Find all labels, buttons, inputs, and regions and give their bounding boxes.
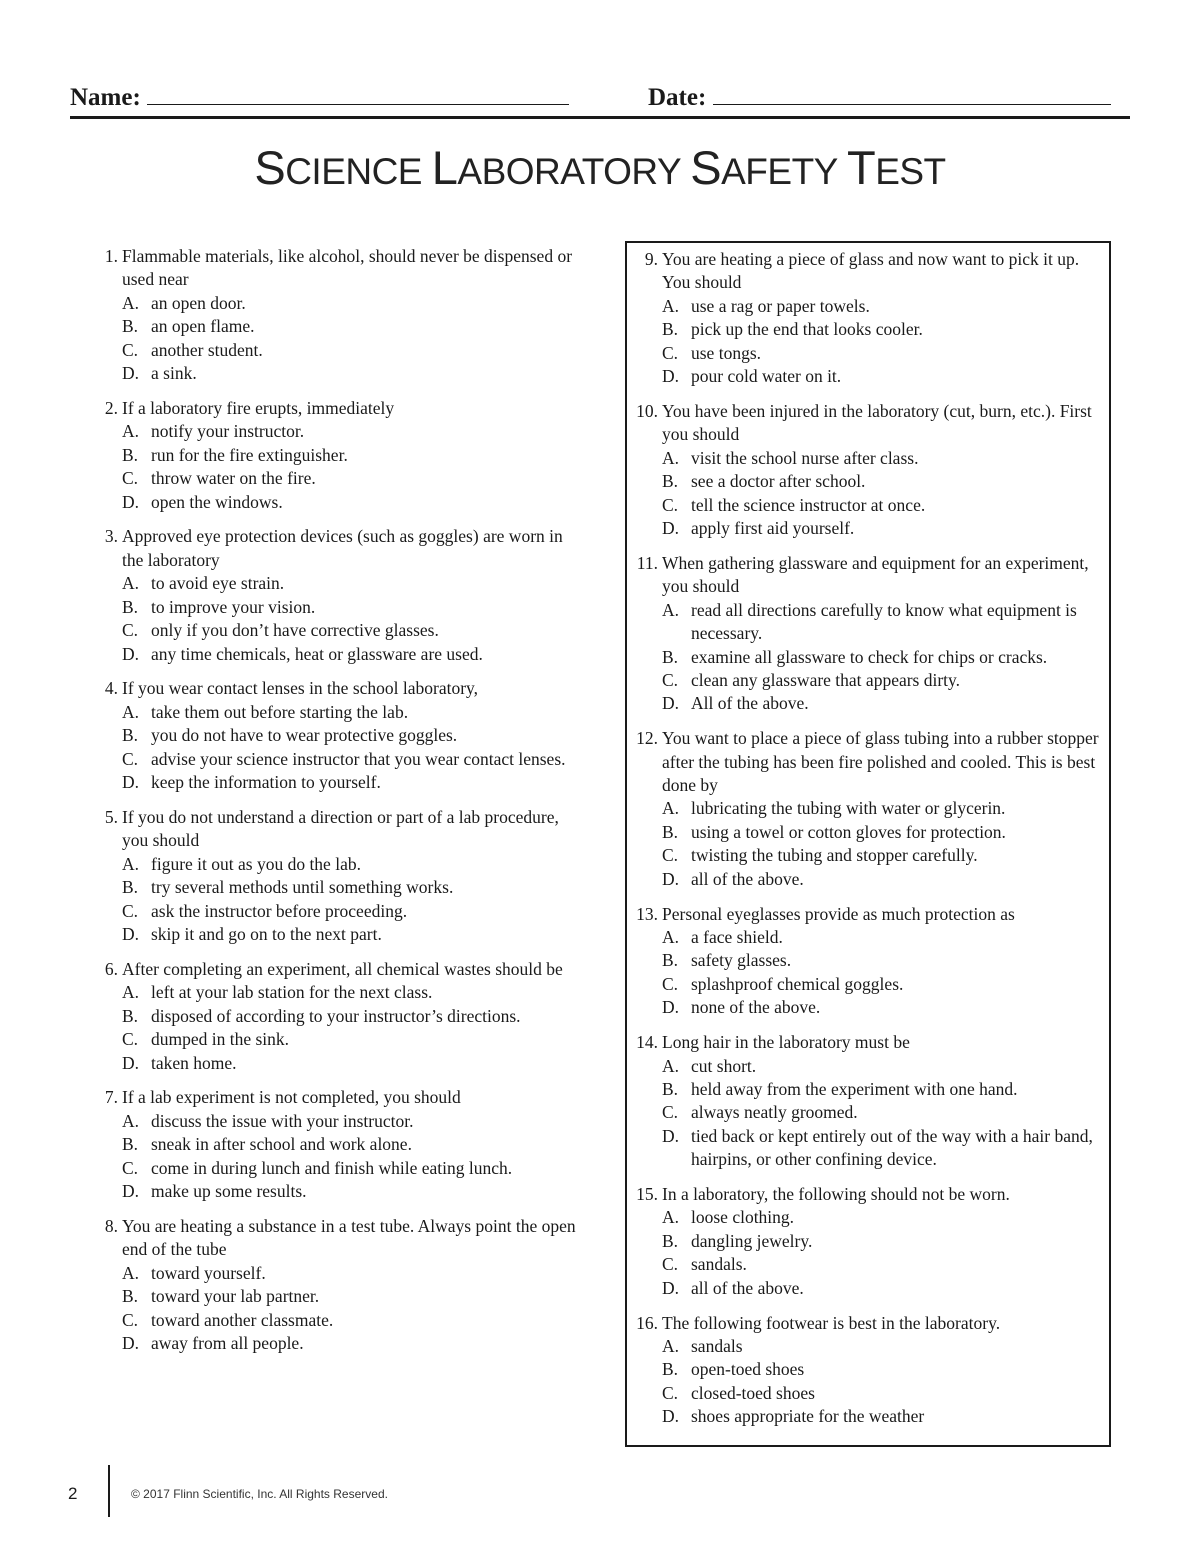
option-letter: B. [662,1230,679,1251]
page-number: 2 [68,1484,78,1503]
answer-option[interactable] [122,1180,585,1203]
question-number: 2. [104,397,118,418]
option-letter: C. [662,1382,679,1403]
option-letter: D. [122,491,140,512]
answer-option[interactable] [122,1262,585,1285]
option-text: notify your instructor. [151,421,305,442]
option-letter: D. [662,517,680,538]
option-letter: A. [122,421,140,442]
answer-option[interactable] [662,1206,1109,1229]
option-letter: C. [662,669,679,690]
question-item [627,1031,1109,1171]
question-stem: Flammable materials, like alcohol, should never be dispensed or used near [122,246,573,290]
option-text: visit the school nurse after class. [691,447,919,468]
answer-option[interactable] [122,491,585,514]
option-letter: A. [122,982,140,1003]
option-text: closed-toed shoes [691,1382,815,1403]
answer-option[interactable] [122,900,585,923]
option-text: a face shield. [691,926,783,947]
option-letter: C. [122,748,139,769]
option-text: a sink. [151,363,197,384]
option-text: all of the above. [691,1277,804,1298]
title-part: ABORATORY [457,151,691,192]
answer-option[interactable] [662,996,1109,1019]
answer-option[interactable] [122,876,585,899]
question-item [627,1312,1109,1429]
answer-option[interactable] [662,669,1109,692]
option-text: sandals [691,1335,743,1356]
option-text: any time chemicals, heat or glassware are used. [151,643,483,664]
name-blank-line[interactable] [147,82,569,105]
question-item [627,903,1109,1020]
question-stem: Personal eyeglasses provide as much protection as [662,903,1015,924]
option-text: apply first aid yourself. [691,517,855,538]
question-item [627,400,1109,540]
date-blank-line[interactable] [713,82,1111,105]
option-text: pour cold water on it. [691,366,842,387]
option-text: disposed of according to your instructor’s directions. [151,1005,521,1026]
answer-option[interactable] [662,949,1109,972]
option-letter: C. [122,339,139,360]
question-number: 7. [104,1087,118,1108]
option-text: All of the above. [691,693,809,714]
option-text: use a rag or paper towels. [691,295,870,316]
answer-option[interactable] [662,342,1109,365]
option-letter: C. [122,1309,139,1330]
option-letter: B. [122,596,139,617]
question-stem: If you wear contact lenses in the school laboratory, [122,678,479,699]
option-letter: B. [662,821,679,842]
option-letter: D. [662,366,680,387]
question-item [95,1086,585,1203]
option-letter: B. [662,646,679,667]
question-number: 4. [104,678,118,699]
title-part: S [254,141,286,194]
date-label: Date: [648,84,707,111]
option-letter: D. [662,1406,680,1427]
name-label: Name: [70,84,141,111]
question-stem: You are heating a piece of glass and now want to pick it up. You should [662,249,1080,293]
answer-option[interactable] [122,1028,585,1051]
answer-option[interactable] [662,1055,1109,1078]
answer-option[interactable] [122,444,585,467]
option-text: try several methods until something works. [151,877,454,898]
copyright-notice: © 2017 Flinn Scientific, Inc. All Rights Reserved. [131,1487,388,1501]
answer-option[interactable] [122,1309,585,1332]
option-text: away from all people. [151,1332,304,1353]
title-part: S [690,141,722,194]
question-number: 5. [104,806,118,827]
option-letter: D. [662,693,680,714]
question-stem: You have been injured in the laboratory (cut, burn, etc.). First you should [662,400,1092,445]
answer-option[interactable] [662,517,1109,540]
answer-option[interactable] [122,596,585,619]
option-text: make up some results. [151,1181,307,1202]
title-part: CIENCE [285,151,432,192]
question-item [95,806,585,946]
question-stem: You want to place a piece of glass tubing into a rubber stopper after the tubing has been fire polished and cooled. This is best done by [662,728,1099,796]
answer-option[interactable] [122,853,585,876]
option-letter: D. [662,1125,680,1146]
answer-option[interactable] [662,797,1109,820]
option-text: lubricating the tubing with water or glycerin. [691,798,1006,819]
question-stem: If you do not understand a direction or part of a lab procedure, you should [122,806,559,851]
title-part: AFETY [721,151,847,192]
answer-option[interactable] [662,494,1109,517]
question-stem: Long hair in the laboratory must be [662,1032,910,1053]
option-text: dumped in the sink. [151,1029,290,1050]
option-letter: C. [122,900,139,921]
option-letter: B. [122,877,139,898]
question-number: 9. [644,249,658,269]
question-number: 3. [104,526,118,547]
option-text: figure it out as you do the lab. [151,853,361,874]
option-text: tell the science instructor at once. [691,494,926,515]
option-letter: B. [662,950,679,971]
question-stem: Approved eye protection devices (such as goggles) are worn in the laboratory [122,526,563,570]
option-text: taken home. [151,1052,237,1073]
question-item [95,1215,585,1355]
option-letter: B. [122,444,139,465]
option-letter: A. [662,1055,680,1076]
option-letter: C. [662,845,679,866]
option-text: toward yourself. [151,1262,266,1283]
option-letter: B. [122,1005,139,1026]
option-text: dangling jewelry. [691,1230,813,1251]
question-stem: After completing an experiment, all chemical wastes should be [122,958,563,979]
answer-option[interactable] [662,692,1109,715]
answer-option[interactable] [662,844,1109,867]
option-letter: B. [122,725,139,746]
option-letter: C. [662,494,679,515]
question-item [627,248,1109,388]
answer-option[interactable] [662,1382,1109,1405]
question-number: 14. [636,1032,658,1053]
option-text: an open flame. [151,316,255,337]
option-letter: D. [662,868,680,889]
question-stem: If a laboratory fire erupts, immediately [122,397,395,418]
answer-option[interactable] [662,1405,1109,1428]
option-letter: B. [122,316,139,337]
title-part: L [431,141,458,194]
answer-option[interactable] [662,1277,1109,1300]
option-text: sneak in after school and work alone. [151,1134,412,1155]
option-letter: B. [662,1078,679,1099]
option-text: advise your science instructor that you wear contact lenses. [151,748,566,769]
option-letter: A. [122,1262,140,1283]
question-item [95,958,585,1075]
option-text: open the windows. [151,491,283,512]
option-letter: A. [122,1110,140,1131]
option-letter: A. [122,701,140,722]
option-text: an open door. [151,292,246,313]
option-text: using a towel or cotton gloves for protection. [691,821,1006,842]
question-item [627,1183,1109,1300]
question-stem: You are heating a substance in a test tube. Always point the open end of the tube [122,1215,576,1260]
answer-option[interactable] [122,771,585,794]
option-letter: A. [662,447,680,468]
option-letter: C. [662,1254,679,1275]
option-text: twisting the tubing and stopper carefully. [691,845,978,866]
title-part: EST [875,151,946,192]
answer-option[interactable] [662,646,1109,669]
option-text: splashproof chemical goggles. [691,973,904,994]
question-item [627,727,1109,891]
option-text: throw water on the fire. [151,468,316,489]
option-letter: D. [122,1332,140,1353]
option-text: another student. [151,339,263,360]
option-text: use tongs. [691,342,761,363]
option-letter: C. [662,342,679,363]
option-letter: C. [122,468,139,489]
option-text: shoes appropriate for the weather [691,1406,925,1427]
answer-option[interactable] [122,1110,585,1133]
name-date-header [70,80,1130,119]
option-text: open-toed shoes [691,1359,805,1380]
option-letter: B. [662,319,679,340]
option-letter: A. [662,1207,680,1228]
option-letter: C. [122,620,139,641]
question-stem: The following footwear is best in the laboratory. [662,1312,1001,1333]
questions-left-column [95,245,585,1367]
question-item [95,677,585,794]
option-text: take them out before starting the lab. [151,701,409,722]
option-letter: A. [662,926,680,947]
answer-option[interactable] [122,1332,585,1355]
option-text: read all directions carefully to know what equipment is necessary. [691,599,1077,644]
question-stem: If a lab experiment is not completed, you should [122,1087,461,1108]
title-part: T [846,141,876,194]
answer-option[interactable] [122,420,585,443]
answer-option[interactable] [662,1125,1109,1172]
answer-option[interactable] [662,821,1109,844]
question-item [95,525,585,665]
question-number: 13. [636,903,658,924]
option-letter: C. [122,1157,139,1178]
option-letter: A. [662,599,680,620]
option-letter: D. [122,1052,140,1073]
option-text: toward another classmate. [151,1309,334,1330]
option-letter: A. [122,573,140,594]
answer-option[interactable] [662,295,1109,318]
answer-option[interactable] [662,1230,1109,1253]
answer-option[interactable] [662,1101,1109,1124]
option-letter: B. [122,1134,139,1155]
option-text: come in during lunch and finish while eating lunch. [151,1157,513,1178]
answer-option[interactable] [662,318,1109,341]
answer-option[interactable] [122,1052,585,1075]
option-letter: C. [662,1102,679,1123]
question-number: 1. [104,246,118,266]
option-letter: C. [122,1029,139,1050]
question-stem: When gathering glassware and equipment for an experiment, you should [662,552,1089,597]
answer-option[interactable] [122,643,585,666]
answer-option[interactable] [122,292,585,315]
option-text: only if you don’t have corrective glasses. [151,620,439,641]
answer-option[interactable] [122,1133,585,1156]
option-letter: A. [122,292,140,313]
answer-option[interactable] [662,926,1109,949]
question-number: 8. [104,1215,118,1236]
option-text: loose clothing. [691,1207,795,1228]
option-letter: D. [662,1277,680,1298]
answer-option[interactable] [122,1005,585,1028]
page-title [0,140,1200,195]
answer-option[interactable] [662,365,1109,388]
option-letter: D. [122,363,140,384]
date-field[interactable] [648,82,1111,112]
option-text: cut short. [691,1055,757,1076]
option-text: to avoid eye strain. [151,573,285,594]
option-letter: B. [662,471,679,492]
answer-option[interactable] [122,923,585,946]
option-letter: A. [662,798,680,819]
option-text: ask the instructor before proceeding. [151,900,408,921]
answer-option[interactable] [662,447,1109,470]
question-number: 6. [104,958,118,979]
option-text: clean any glassware that appears dirty. [691,669,961,690]
answer-option[interactable] [122,339,585,362]
option-text: all of the above. [691,868,804,889]
answer-option[interactable] [662,1335,1109,1358]
option-text: safety glasses. [691,950,792,971]
option-letter: B. [662,1359,679,1380]
answer-option[interactable] [122,1157,585,1180]
option-text: discuss the issue with your instructor. [151,1110,414,1131]
question-item [95,397,585,514]
answer-option[interactable] [662,1078,1109,1101]
footer-divider [108,1465,110,1517]
option-letter: D. [662,997,680,1018]
option-text: sandals. [691,1254,747,1275]
option-letter: A. [122,853,140,874]
option-text: you do not have to wear protective goggles. [151,725,458,746]
question-number: 16. [636,1312,658,1333]
option-letter: A. [662,1335,680,1356]
answer-option[interactable] [122,724,585,747]
answer-option[interactable] [662,1253,1109,1276]
option-text: run for the fire extinguisher. [151,444,348,465]
question-number: 12. [636,728,658,749]
answer-option[interactable] [122,1285,585,1308]
answer-option[interactable] [662,1358,1109,1381]
option-text: keep the information to yourself. [151,772,381,793]
answer-option[interactable] [122,315,585,338]
option-text: tied back or kept entirely out of the way with a hair band, hairpins, or other confining device. [691,1125,1093,1170]
questions-right-column-box [625,241,1111,1447]
option-text: toward your lab partner. [151,1286,320,1307]
option-letter: D. [122,1181,140,1202]
question-number: 10. [636,400,658,421]
option-text: held away from the experiment with one hand. [691,1078,1018,1099]
option-text: pick up the end that looks cooler. [691,319,923,340]
answer-option[interactable] [122,981,585,1004]
option-letter: D. [122,772,140,793]
answer-option[interactable] [662,868,1109,891]
question-stem: In a laboratory, the following should not be worn. [662,1184,1010,1205]
option-letter: D. [122,643,140,664]
question-number: 11. [636,552,658,573]
option-text: none of the above. [691,997,821,1018]
option-text: left at your lab station for the next class. [151,982,433,1003]
name-field[interactable] [70,82,569,112]
question-item [627,552,1109,716]
option-text: examine all glassware to check for chips or cracks. [691,646,1048,667]
option-letter: D. [122,923,140,944]
option-text: to improve your vision. [151,596,316,617]
option-text: always neatly groomed. [691,1102,858,1123]
option-letter: B. [122,1286,139,1307]
option-text: see a doctor after school. [691,471,866,492]
question-number: 15. [636,1184,658,1205]
question-item [95,245,585,385]
answer-option[interactable] [122,572,585,595]
answer-option[interactable] [662,599,1109,646]
answer-option[interactable] [122,619,585,642]
answer-option[interactable] [122,748,585,771]
answer-option[interactable] [122,467,585,490]
answer-option[interactable] [662,470,1109,493]
answer-option[interactable] [122,362,585,385]
answer-option[interactable] [122,701,585,724]
option-letter: C. [662,973,679,994]
option-text: skip it and go on to the next part. [151,923,382,944]
option-letter: A. [662,295,680,316]
answer-option[interactable] [662,973,1109,996]
